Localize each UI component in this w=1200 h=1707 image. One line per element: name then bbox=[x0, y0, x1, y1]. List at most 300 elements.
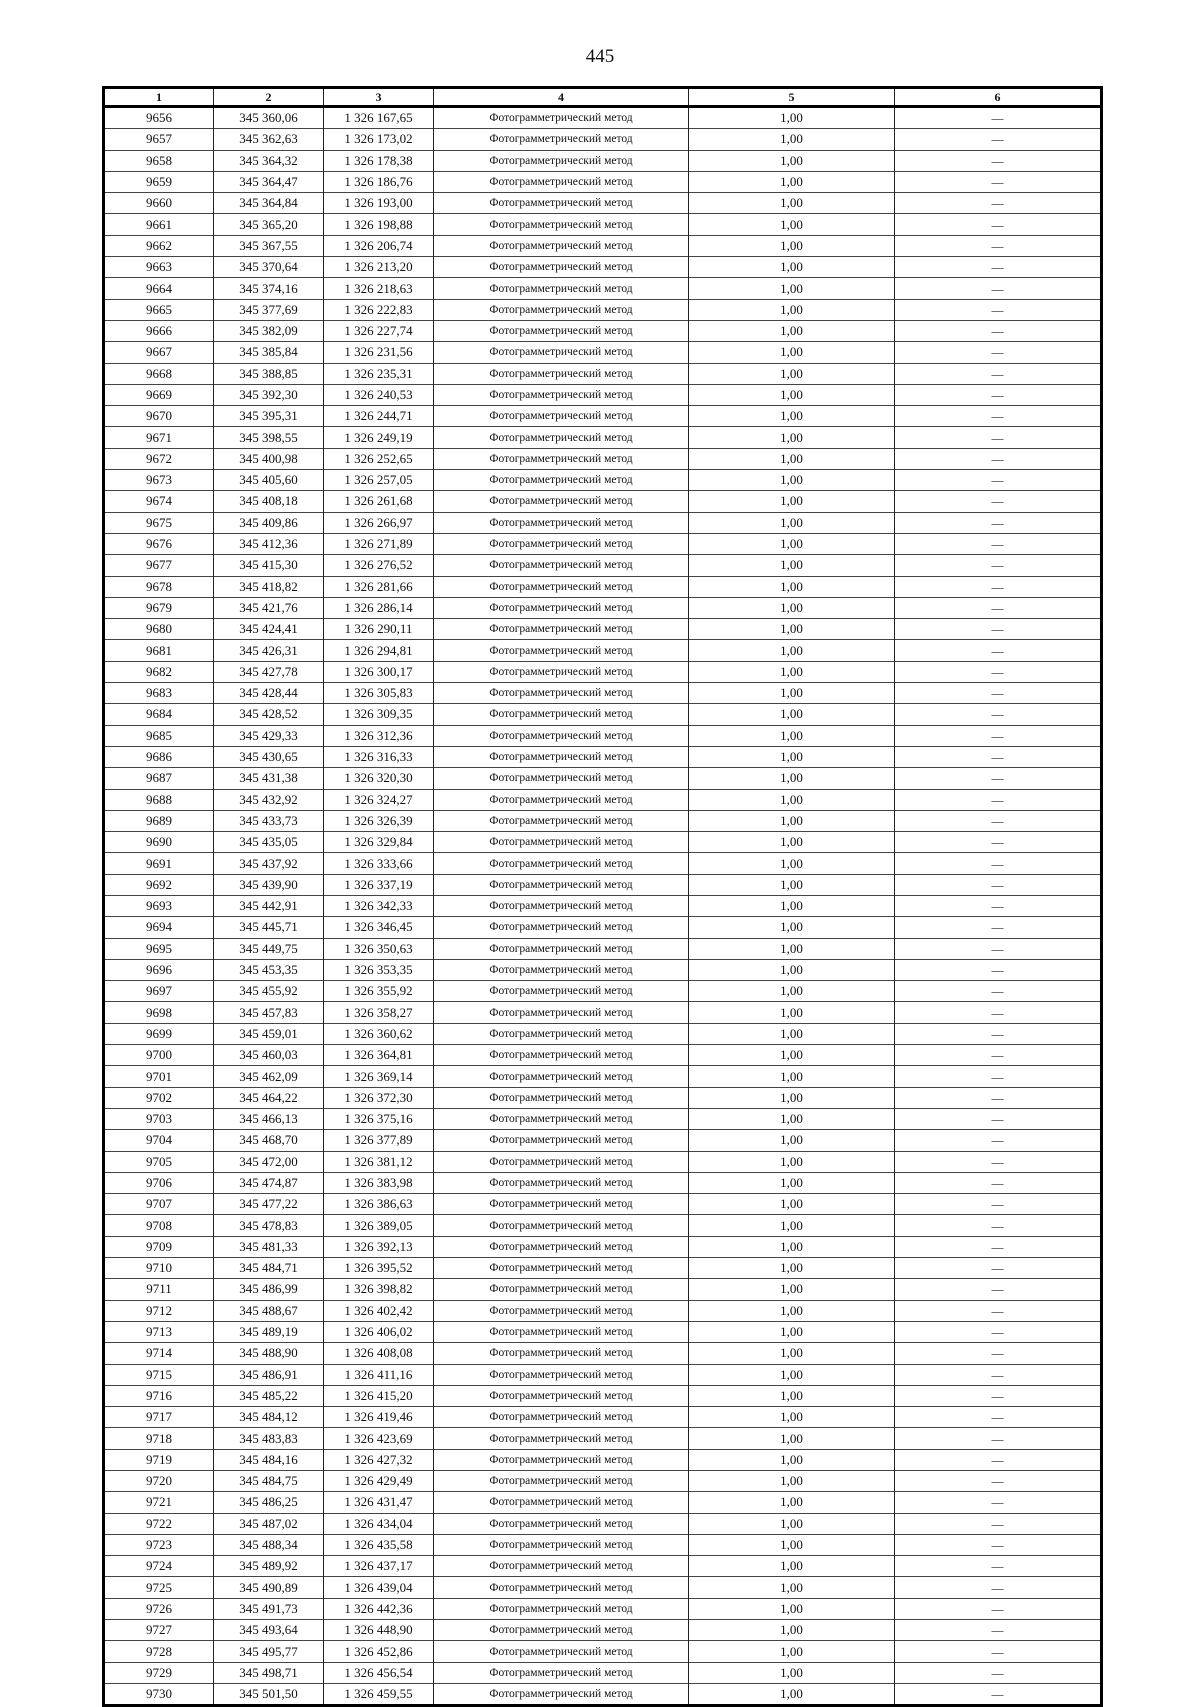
method-cell: Фотограмметрический метод bbox=[434, 299, 689, 320]
x-coordinate-cell: 345 488,67 bbox=[214, 1300, 324, 1321]
method-cell: Фотограмметрический метод bbox=[434, 938, 689, 959]
x-coordinate-cell: 345 412,36 bbox=[214, 533, 324, 554]
table-row bbox=[104, 810, 1102, 831]
y-coordinate-cell: 1 326 431,47 bbox=[324, 1492, 434, 1513]
y-coordinate-cell: 1 326 456,54 bbox=[324, 1662, 434, 1683]
point-number-cell: 9704 bbox=[104, 1130, 214, 1151]
y-coordinate-cell: 1 326 249,19 bbox=[324, 427, 434, 448]
note-cell: — bbox=[895, 193, 1102, 214]
method-cell: Фотограмметрический метод bbox=[434, 342, 689, 363]
method-cell: Фотограмметрический метод bbox=[434, 320, 689, 341]
note-cell: — bbox=[895, 107, 1102, 129]
table-row bbox=[104, 491, 1102, 512]
x-coordinate-cell: 345 377,69 bbox=[214, 299, 324, 320]
note-cell: — bbox=[895, 171, 1102, 192]
method-cell: Фотограмметрический метод bbox=[434, 1492, 689, 1513]
accuracy-cell: 1,00 bbox=[689, 1045, 895, 1066]
accuracy-cell: 1,00 bbox=[689, 193, 895, 214]
point-number-cell: 9686 bbox=[104, 746, 214, 767]
point-number-cell: 9692 bbox=[104, 874, 214, 895]
accuracy-cell: 1,00 bbox=[689, 1620, 895, 1641]
table-row bbox=[104, 278, 1102, 299]
point-number-cell: 9659 bbox=[104, 171, 214, 192]
y-coordinate-cell: 1 326 435,58 bbox=[324, 1534, 434, 1555]
point-number-cell: 9709 bbox=[104, 1236, 214, 1257]
y-coordinate-cell: 1 326 398,82 bbox=[324, 1279, 434, 1300]
header-col-3: 3 bbox=[324, 88, 434, 107]
accuracy-cell: 1,00 bbox=[689, 853, 895, 874]
table-row bbox=[104, 1194, 1102, 1215]
y-coordinate-cell: 1 326 364,81 bbox=[324, 1045, 434, 1066]
point-number-cell: 9673 bbox=[104, 470, 214, 491]
x-coordinate-cell: 345 495,77 bbox=[214, 1641, 324, 1662]
y-coordinate-cell: 1 326 178,38 bbox=[324, 150, 434, 171]
point-number-cell: 9706 bbox=[104, 1172, 214, 1193]
accuracy-cell: 1,00 bbox=[689, 427, 895, 448]
y-coordinate-cell: 1 326 261,68 bbox=[324, 491, 434, 512]
table-row bbox=[104, 661, 1102, 682]
note-cell: — bbox=[895, 1321, 1102, 1342]
point-number-cell: 9683 bbox=[104, 683, 214, 704]
accuracy-cell: 1,00 bbox=[689, 938, 895, 959]
table-row bbox=[104, 1045, 1102, 1066]
y-coordinate-cell: 1 326 452,86 bbox=[324, 1641, 434, 1662]
method-cell: Фотограмметрический метод bbox=[434, 1620, 689, 1641]
note-cell: — bbox=[895, 640, 1102, 661]
header-col-5: 5 bbox=[689, 88, 895, 107]
x-coordinate-cell: 345 429,33 bbox=[214, 725, 324, 746]
point-number-cell: 9717 bbox=[104, 1407, 214, 1428]
accuracy-cell: 1,00 bbox=[689, 1279, 895, 1300]
table-row bbox=[104, 832, 1102, 853]
y-coordinate-cell: 1 326 193,00 bbox=[324, 193, 434, 214]
y-coordinate-cell: 1 326 402,42 bbox=[324, 1300, 434, 1321]
x-coordinate-cell: 345 484,16 bbox=[214, 1449, 324, 1470]
x-coordinate-cell: 345 418,82 bbox=[214, 576, 324, 597]
table-body bbox=[104, 107, 1102, 1706]
x-coordinate-cell: 345 427,78 bbox=[214, 661, 324, 682]
table-row bbox=[104, 1513, 1102, 1534]
accuracy-cell: 1,00 bbox=[689, 235, 895, 256]
method-cell: Фотограмметрический метод bbox=[434, 1300, 689, 1321]
method-cell: Фотограмметрический метод bbox=[434, 1279, 689, 1300]
x-coordinate-cell: 345 486,25 bbox=[214, 1492, 324, 1513]
x-coordinate-cell: 345 460,03 bbox=[214, 1045, 324, 1066]
note-cell: — bbox=[895, 1023, 1102, 1044]
x-coordinate-cell: 345 455,92 bbox=[214, 981, 324, 1002]
note-cell: — bbox=[895, 1683, 1102, 1705]
table-row bbox=[104, 683, 1102, 704]
method-cell: Фотограмметрический метод bbox=[434, 1683, 689, 1705]
x-coordinate-cell: 345 360,06 bbox=[214, 107, 324, 129]
note-cell: — bbox=[895, 129, 1102, 150]
point-number-cell: 9711 bbox=[104, 1279, 214, 1300]
x-coordinate-cell: 345 408,18 bbox=[214, 491, 324, 512]
x-coordinate-cell: 345 430,65 bbox=[214, 746, 324, 767]
point-number-cell: 9657 bbox=[104, 129, 214, 150]
x-coordinate-cell: 345 437,92 bbox=[214, 853, 324, 874]
accuracy-cell: 1,00 bbox=[689, 768, 895, 789]
x-coordinate-cell: 345 488,90 bbox=[214, 1343, 324, 1364]
y-coordinate-cell: 1 326 309,35 bbox=[324, 704, 434, 725]
accuracy-cell: 1,00 bbox=[689, 406, 895, 427]
x-coordinate-cell: 345 483,83 bbox=[214, 1428, 324, 1449]
method-cell: Фотограмметрический метод bbox=[434, 1556, 689, 1577]
point-number-cell: 9714 bbox=[104, 1343, 214, 1364]
y-coordinate-cell: 1 326 276,52 bbox=[324, 555, 434, 576]
point-number-cell: 9702 bbox=[104, 1087, 214, 1108]
note-cell: — bbox=[895, 1300, 1102, 1321]
table-row bbox=[104, 363, 1102, 384]
method-cell: Фотограмметрический метод bbox=[434, 746, 689, 767]
method-cell: Фотограмметрический метод bbox=[434, 1151, 689, 1172]
accuracy-cell: 1,00 bbox=[689, 1513, 895, 1534]
x-coordinate-cell: 345 472,00 bbox=[214, 1151, 324, 1172]
table-row bbox=[104, 895, 1102, 916]
table-row bbox=[104, 320, 1102, 341]
x-coordinate-cell: 345 367,55 bbox=[214, 235, 324, 256]
accuracy-cell: 1,00 bbox=[689, 810, 895, 831]
accuracy-cell: 1,00 bbox=[689, 597, 895, 618]
table-row bbox=[104, 1258, 1102, 1279]
point-number-cell: 9713 bbox=[104, 1321, 214, 1342]
y-coordinate-cell: 1 326 429,49 bbox=[324, 1471, 434, 1492]
table-row bbox=[104, 1449, 1102, 1470]
point-number-cell: 9668 bbox=[104, 363, 214, 384]
y-coordinate-cell: 1 326 271,89 bbox=[324, 533, 434, 554]
point-number-cell: 9697 bbox=[104, 981, 214, 1002]
accuracy-cell: 1,00 bbox=[689, 1023, 895, 1044]
note-cell: — bbox=[895, 1087, 1102, 1108]
accuracy-cell: 1,00 bbox=[689, 1343, 895, 1364]
table-row bbox=[104, 193, 1102, 214]
y-coordinate-cell: 1 326 320,30 bbox=[324, 768, 434, 789]
accuracy-cell: 1,00 bbox=[689, 470, 895, 491]
accuracy-cell: 1,00 bbox=[689, 640, 895, 661]
note-cell: — bbox=[895, 746, 1102, 767]
table-row bbox=[104, 171, 1102, 192]
accuracy-cell: 1,00 bbox=[689, 725, 895, 746]
table-row bbox=[104, 107, 1102, 129]
accuracy-cell: 1,00 bbox=[689, 1556, 895, 1577]
table-row bbox=[104, 1556, 1102, 1577]
table-row bbox=[104, 1577, 1102, 1598]
accuracy-cell: 1,00 bbox=[689, 1407, 895, 1428]
y-coordinate-cell: 1 326 218,63 bbox=[324, 278, 434, 299]
y-coordinate-cell: 1 326 353,35 bbox=[324, 959, 434, 980]
method-cell: Фотограмметрический метод bbox=[434, 1534, 689, 1555]
note-cell: — bbox=[895, 1492, 1102, 1513]
y-coordinate-cell: 1 326 186,76 bbox=[324, 171, 434, 192]
x-coordinate-cell: 345 421,76 bbox=[214, 597, 324, 618]
table-row bbox=[104, 512, 1102, 533]
table-row bbox=[104, 576, 1102, 597]
method-cell: Фотограмметрический метод bbox=[434, 427, 689, 448]
method-cell: Фотограмметрический метод bbox=[434, 533, 689, 554]
note-cell: — bbox=[895, 1151, 1102, 1172]
point-number-cell: 9705 bbox=[104, 1151, 214, 1172]
x-coordinate-cell: 345 491,73 bbox=[214, 1598, 324, 1619]
method-cell: Фотограмметрический метод bbox=[434, 470, 689, 491]
x-coordinate-cell: 345 468,70 bbox=[214, 1130, 324, 1151]
y-coordinate-cell: 1 326 381,12 bbox=[324, 1151, 434, 1172]
point-number-cell: 9722 bbox=[104, 1513, 214, 1534]
point-number-cell: 9708 bbox=[104, 1215, 214, 1236]
accuracy-cell: 1,00 bbox=[689, 278, 895, 299]
x-coordinate-cell: 345 433,73 bbox=[214, 810, 324, 831]
accuracy-cell: 1,00 bbox=[689, 448, 895, 469]
accuracy-cell: 1,00 bbox=[689, 1364, 895, 1385]
note-cell: — bbox=[895, 1641, 1102, 1662]
note-cell: — bbox=[895, 810, 1102, 831]
accuracy-cell: 1,00 bbox=[689, 1449, 895, 1470]
accuracy-cell: 1,00 bbox=[689, 1172, 895, 1193]
note-cell: — bbox=[895, 299, 1102, 320]
table-row bbox=[104, 555, 1102, 576]
header-col-2: 2 bbox=[214, 88, 324, 107]
y-coordinate-cell: 1 326 266,97 bbox=[324, 512, 434, 533]
table-row bbox=[104, 1641, 1102, 1662]
y-coordinate-cell: 1 326 257,05 bbox=[324, 470, 434, 491]
note-cell: — bbox=[895, 363, 1102, 384]
point-number-cell: 9688 bbox=[104, 789, 214, 810]
note-cell: — bbox=[895, 278, 1102, 299]
method-cell: Фотограмметрический метод bbox=[434, 278, 689, 299]
note-cell: — bbox=[895, 704, 1102, 725]
accuracy-cell: 1,00 bbox=[689, 1194, 895, 1215]
point-number-cell: 9695 bbox=[104, 938, 214, 959]
accuracy-cell: 1,00 bbox=[689, 1534, 895, 1555]
method-cell: Фотограмметрический метод bbox=[434, 1449, 689, 1470]
table-row bbox=[104, 1471, 1102, 1492]
accuracy-cell: 1,00 bbox=[689, 1108, 895, 1129]
method-cell: Фотограмметрический метод bbox=[434, 704, 689, 725]
x-coordinate-cell: 345 498,71 bbox=[214, 1662, 324, 1683]
point-number-cell: 9719 bbox=[104, 1449, 214, 1470]
method-cell: Фотограмметрический метод bbox=[434, 1577, 689, 1598]
method-cell: Фотограмметрический метод bbox=[434, 683, 689, 704]
point-number-cell: 9672 bbox=[104, 448, 214, 469]
method-cell: Фотограмметрический метод bbox=[434, 1215, 689, 1236]
point-number-cell: 9677 bbox=[104, 555, 214, 576]
note-cell: — bbox=[895, 1045, 1102, 1066]
method-cell: Фотограмметрический метод bbox=[434, 129, 689, 150]
accuracy-cell: 1,00 bbox=[689, 683, 895, 704]
accuracy-cell: 1,00 bbox=[689, 981, 895, 1002]
accuracy-cell: 1,00 bbox=[689, 1471, 895, 1492]
table-row bbox=[104, 874, 1102, 895]
method-cell: Фотограмметрический метод bbox=[434, 1343, 689, 1364]
x-coordinate-cell: 345 432,92 bbox=[214, 789, 324, 810]
accuracy-cell: 1,00 bbox=[689, 171, 895, 192]
y-coordinate-cell: 1 326 222,83 bbox=[324, 299, 434, 320]
y-coordinate-cell: 1 326 408,08 bbox=[324, 1343, 434, 1364]
x-coordinate-cell: 345 462,09 bbox=[214, 1066, 324, 1087]
accuracy-cell: 1,00 bbox=[689, 1151, 895, 1172]
method-cell: Фотограмметрический метод bbox=[434, 576, 689, 597]
point-number-cell: 9667 bbox=[104, 342, 214, 363]
point-number-cell: 9700 bbox=[104, 1045, 214, 1066]
method-cell: Фотограмметрический метод bbox=[434, 874, 689, 895]
method-cell: Фотограмметрический метод bbox=[434, 1108, 689, 1129]
note-cell: — bbox=[895, 512, 1102, 533]
y-coordinate-cell: 1 326 427,32 bbox=[324, 1449, 434, 1470]
method-cell: Фотограмметрический метод bbox=[434, 1385, 689, 1406]
point-number-cell: 9682 bbox=[104, 661, 214, 682]
x-coordinate-cell: 345 362,63 bbox=[214, 129, 324, 150]
table-row bbox=[104, 1236, 1102, 1257]
point-number-cell: 9671 bbox=[104, 427, 214, 448]
accuracy-cell: 1,00 bbox=[689, 257, 895, 278]
table-row bbox=[104, 150, 1102, 171]
x-coordinate-cell: 345 488,34 bbox=[214, 1534, 324, 1555]
accuracy-cell: 1,00 bbox=[689, 1002, 895, 1023]
note-cell: — bbox=[895, 1236, 1102, 1257]
point-number-cell: 9676 bbox=[104, 533, 214, 554]
point-number-cell: 9685 bbox=[104, 725, 214, 746]
note-cell: — bbox=[895, 235, 1102, 256]
x-coordinate-cell: 345 365,20 bbox=[214, 214, 324, 235]
note-cell: — bbox=[895, 597, 1102, 618]
y-coordinate-cell: 1 326 206,74 bbox=[324, 235, 434, 256]
method-cell: Фотограмметрический метод bbox=[434, 597, 689, 618]
point-number-cell: 9699 bbox=[104, 1023, 214, 1044]
table-row bbox=[104, 342, 1102, 363]
y-coordinate-cell: 1 326 290,11 bbox=[324, 619, 434, 640]
method-cell: Фотограмметрический метод bbox=[434, 1364, 689, 1385]
method-cell: Фотограмметрический метод bbox=[434, 1023, 689, 1044]
method-cell: Фотограмметрический метод bbox=[434, 917, 689, 938]
note-cell: — bbox=[895, 895, 1102, 916]
x-coordinate-cell: 345 501,50 bbox=[214, 1683, 324, 1705]
y-coordinate-cell: 1 326 411,16 bbox=[324, 1364, 434, 1385]
note-cell: — bbox=[895, 661, 1102, 682]
method-cell: Фотограмметрический метод bbox=[434, 1087, 689, 1108]
accuracy-cell: 1,00 bbox=[689, 576, 895, 597]
accuracy-cell: 1,00 bbox=[689, 342, 895, 363]
x-coordinate-cell: 345 405,60 bbox=[214, 470, 324, 491]
accuracy-cell: 1,00 bbox=[689, 1683, 895, 1705]
point-number-cell: 9678 bbox=[104, 576, 214, 597]
y-coordinate-cell: 1 326 244,71 bbox=[324, 406, 434, 427]
note-cell: — bbox=[895, 683, 1102, 704]
method-cell: Фотограмметрический метод bbox=[434, 1002, 689, 1023]
accuracy-cell: 1,00 bbox=[689, 1428, 895, 1449]
note-cell: — bbox=[895, 853, 1102, 874]
table-row bbox=[104, 448, 1102, 469]
method-cell: Фотограмметрический метод bbox=[434, 1641, 689, 1662]
y-coordinate-cell: 1 326 312,36 bbox=[324, 725, 434, 746]
note-cell: — bbox=[895, 938, 1102, 959]
point-number-cell: 9660 bbox=[104, 193, 214, 214]
note-cell: — bbox=[895, 257, 1102, 278]
note-cell: — bbox=[895, 1172, 1102, 1193]
method-cell: Фотограмметрический метод bbox=[434, 1236, 689, 1257]
point-number-cell: 9687 bbox=[104, 768, 214, 789]
x-coordinate-cell: 345 364,84 bbox=[214, 193, 324, 214]
table-row bbox=[104, 1662, 1102, 1683]
point-number-cell: 9720 bbox=[104, 1471, 214, 1492]
accuracy-cell: 1,00 bbox=[689, 1662, 895, 1683]
method-cell: Фотограмметрический метод bbox=[434, 1172, 689, 1193]
note-cell: — bbox=[895, 1449, 1102, 1470]
point-number-cell: 9725 bbox=[104, 1577, 214, 1598]
table-row bbox=[104, 533, 1102, 554]
note-cell: — bbox=[895, 1215, 1102, 1236]
y-coordinate-cell: 1 326 213,20 bbox=[324, 257, 434, 278]
x-coordinate-cell: 345 466,13 bbox=[214, 1108, 324, 1129]
table-row bbox=[104, 1215, 1102, 1236]
y-coordinate-cell: 1 326 329,84 bbox=[324, 832, 434, 853]
y-coordinate-cell: 1 326 459,55 bbox=[324, 1683, 434, 1705]
point-number-cell: 9680 bbox=[104, 619, 214, 640]
method-cell: Фотограмметрический метод bbox=[434, 810, 689, 831]
table-row bbox=[104, 1407, 1102, 1428]
point-number-cell: 9690 bbox=[104, 832, 214, 853]
x-coordinate-cell: 345 426,31 bbox=[214, 640, 324, 661]
point-number-cell: 9656 bbox=[104, 107, 214, 129]
y-coordinate-cell: 1 326 286,14 bbox=[324, 597, 434, 618]
table-row bbox=[104, 406, 1102, 427]
table-row bbox=[104, 1343, 1102, 1364]
x-coordinate-cell: 345 415,30 bbox=[214, 555, 324, 576]
table-row bbox=[104, 1151, 1102, 1172]
note-cell: — bbox=[895, 1130, 1102, 1151]
y-coordinate-cell: 1 326 439,04 bbox=[324, 1577, 434, 1598]
table-row bbox=[104, 1066, 1102, 1087]
point-number-cell: 9662 bbox=[104, 235, 214, 256]
table-row bbox=[104, 853, 1102, 874]
note-cell: — bbox=[895, 1428, 1102, 1449]
table-row bbox=[104, 704, 1102, 725]
x-coordinate-cell: 345 487,02 bbox=[214, 1513, 324, 1534]
table-row bbox=[104, 619, 1102, 640]
note-cell: — bbox=[895, 1364, 1102, 1385]
x-coordinate-cell: 345 489,92 bbox=[214, 1556, 324, 1577]
point-number-cell: 9679 bbox=[104, 597, 214, 618]
header-col-1: 1 bbox=[104, 88, 214, 107]
note-cell: — bbox=[895, 1066, 1102, 1087]
method-cell: Фотограмметрический метод bbox=[434, 214, 689, 235]
note-cell: — bbox=[895, 214, 1102, 235]
method-cell: Фотограмметрический метод bbox=[434, 959, 689, 980]
method-cell: Фотограмметрический метод bbox=[434, 107, 689, 129]
accuracy-cell: 1,00 bbox=[689, 1385, 895, 1406]
accuracy-cell: 1,00 bbox=[689, 1577, 895, 1598]
y-coordinate-cell: 1 326 198,88 bbox=[324, 214, 434, 235]
y-coordinate-cell: 1 326 442,36 bbox=[324, 1598, 434, 1619]
x-coordinate-cell: 345 374,16 bbox=[214, 278, 324, 299]
point-number-cell: 9710 bbox=[104, 1258, 214, 1279]
table-row bbox=[104, 214, 1102, 235]
note-cell: — bbox=[895, 491, 1102, 512]
method-cell: Фотограмметрический метод bbox=[434, 1130, 689, 1151]
method-cell: Фотограмметрический метод bbox=[434, 1598, 689, 1619]
x-coordinate-cell: 345 481,33 bbox=[214, 1236, 324, 1257]
accuracy-cell: 1,00 bbox=[689, 789, 895, 810]
x-coordinate-cell: 345 485,22 bbox=[214, 1385, 324, 1406]
y-coordinate-cell: 1 326 437,17 bbox=[324, 1556, 434, 1577]
note-cell: — bbox=[895, 874, 1102, 895]
note-cell: — bbox=[895, 1662, 1102, 1683]
note-cell: — bbox=[895, 1279, 1102, 1300]
point-number-cell: 9661 bbox=[104, 214, 214, 235]
accuracy-cell: 1,00 bbox=[689, 1300, 895, 1321]
y-coordinate-cell: 1 326 406,02 bbox=[324, 1321, 434, 1342]
table-row bbox=[104, 1683, 1102, 1705]
y-coordinate-cell: 1 326 240,53 bbox=[324, 384, 434, 405]
note-cell: — bbox=[895, 1513, 1102, 1534]
